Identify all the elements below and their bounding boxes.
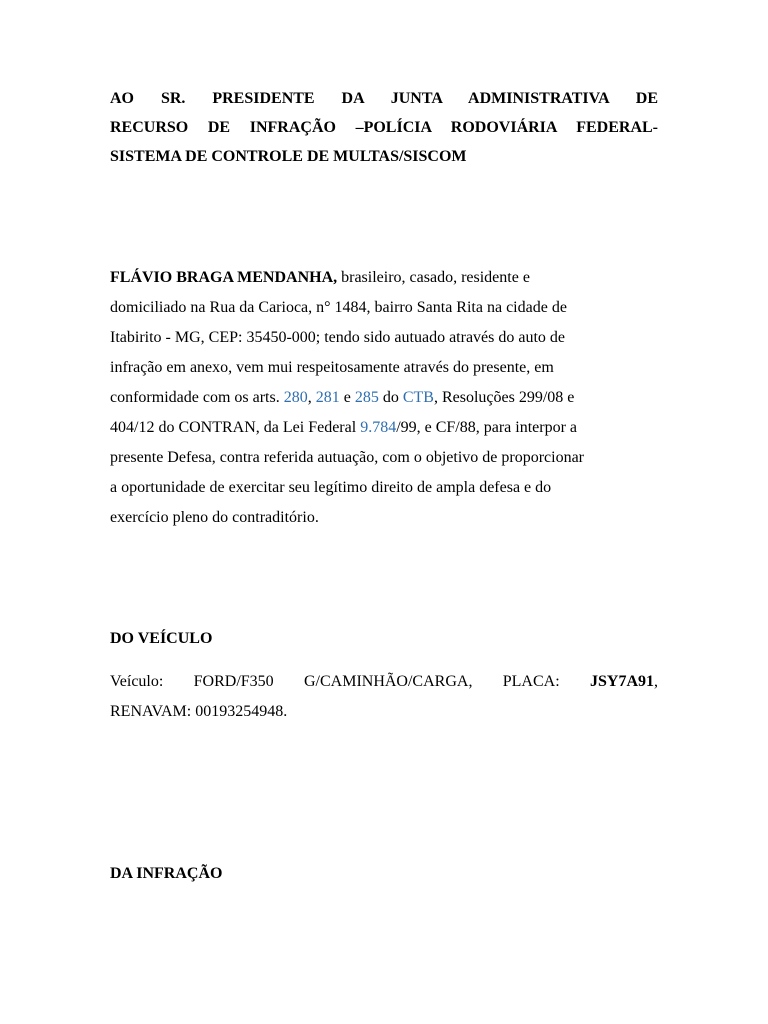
- section-title-vehicle: DO VEÍCULO: [110, 630, 213, 647]
- link-ctb[interactable]: CTB: [402, 389, 434, 406]
- intro-line-3: Itabirito - MG, CEP: 35450-000; tendo sido autuado através do auto de: [110, 329, 566, 346]
- vehicle-line-1-text-b: ,: [654, 673, 658, 690]
- intro-line-6: [110, 413, 658, 443]
- addressee-header: [110, 84, 658, 171]
- intro-line-8: a oportunidade de exercitar seu legítimo direito de ampla defesa e do: [110, 479, 552, 496]
- intro-line-5-text-d: do: [378, 389, 403, 406]
- vehicle-paragraph: [110, 667, 658, 727]
- link-art-285[interactable]: 285: [354, 389, 379, 406]
- intro-line-6-text-b: /99, e CF/88, para interpor a: [396, 419, 578, 436]
- vehicle-line-1: [110, 667, 658, 697]
- intro-line-5-text-a: conformidade com os arts.: [110, 389, 284, 406]
- intro-paragraph: [110, 263, 658, 533]
- header-line-3: SISTEMA DE CONTROLE DE MULTAS/SISCOM: [110, 148, 467, 165]
- header-line-1: AO SR. PRESIDENTE DA JUNTA ADMINISTRATIVA DE: [110, 90, 658, 107]
- intro-line-5-text-b: ,: [307, 389, 316, 406]
- header-line-2: RECURSO DE INFRAÇÃO –POLÍCIA RODOVIÁRIA FEDERAL-: [110, 119, 658, 136]
- section-title-infraction: DA INFRAÇÃO: [110, 865, 223, 882]
- intro-line-5-text-c: e: [339, 389, 355, 406]
- intro-line-2: domiciliado na Rua da Carioca, n° 1484, bairro Santa Rita na cidade de: [110, 299, 567, 316]
- intro-line-9: exercício pleno do contraditório.: [110, 509, 319, 526]
- vehicle-line-1-text-a: Veículo: FORD/F350 G/CAMINHÃO/CARGA, PLACA:: [110, 673, 590, 690]
- link-art-281[interactable]: 281: [315, 389, 340, 406]
- intro-line-4: infração em anexo, vem mui respeitosamente através do presente, em: [110, 359, 554, 376]
- intro-line-7: presente Defesa, contra referida autuação, com o objetivo de proporcionar: [110, 449, 584, 466]
- link-art-280[interactable]: 280: [283, 389, 308, 406]
- intro-line-1: [110, 263, 658, 293]
- petitioner-name: FLÁVIO BRAGA MENDANHA,: [110, 269, 338, 286]
- vehicle-line-2: RENAVAM: 00193254948.: [110, 703, 288, 720]
- vehicle-plate: JSY7A91: [589, 673, 654, 690]
- intro-line-1-rest: brasileiro, casado, residente e: [337, 269, 530, 286]
- intro-line-6-text-a: 404/12 do CONTRAN, da Lei Federal: [110, 419, 361, 436]
- document-page: [110, 0, 658, 1024]
- link-lei-9784[interactable]: 9.784: [360, 419, 397, 436]
- intro-line-5-text-e: , Resoluções 299/08 e: [433, 389, 575, 406]
- intro-line-5: [110, 383, 658, 413]
